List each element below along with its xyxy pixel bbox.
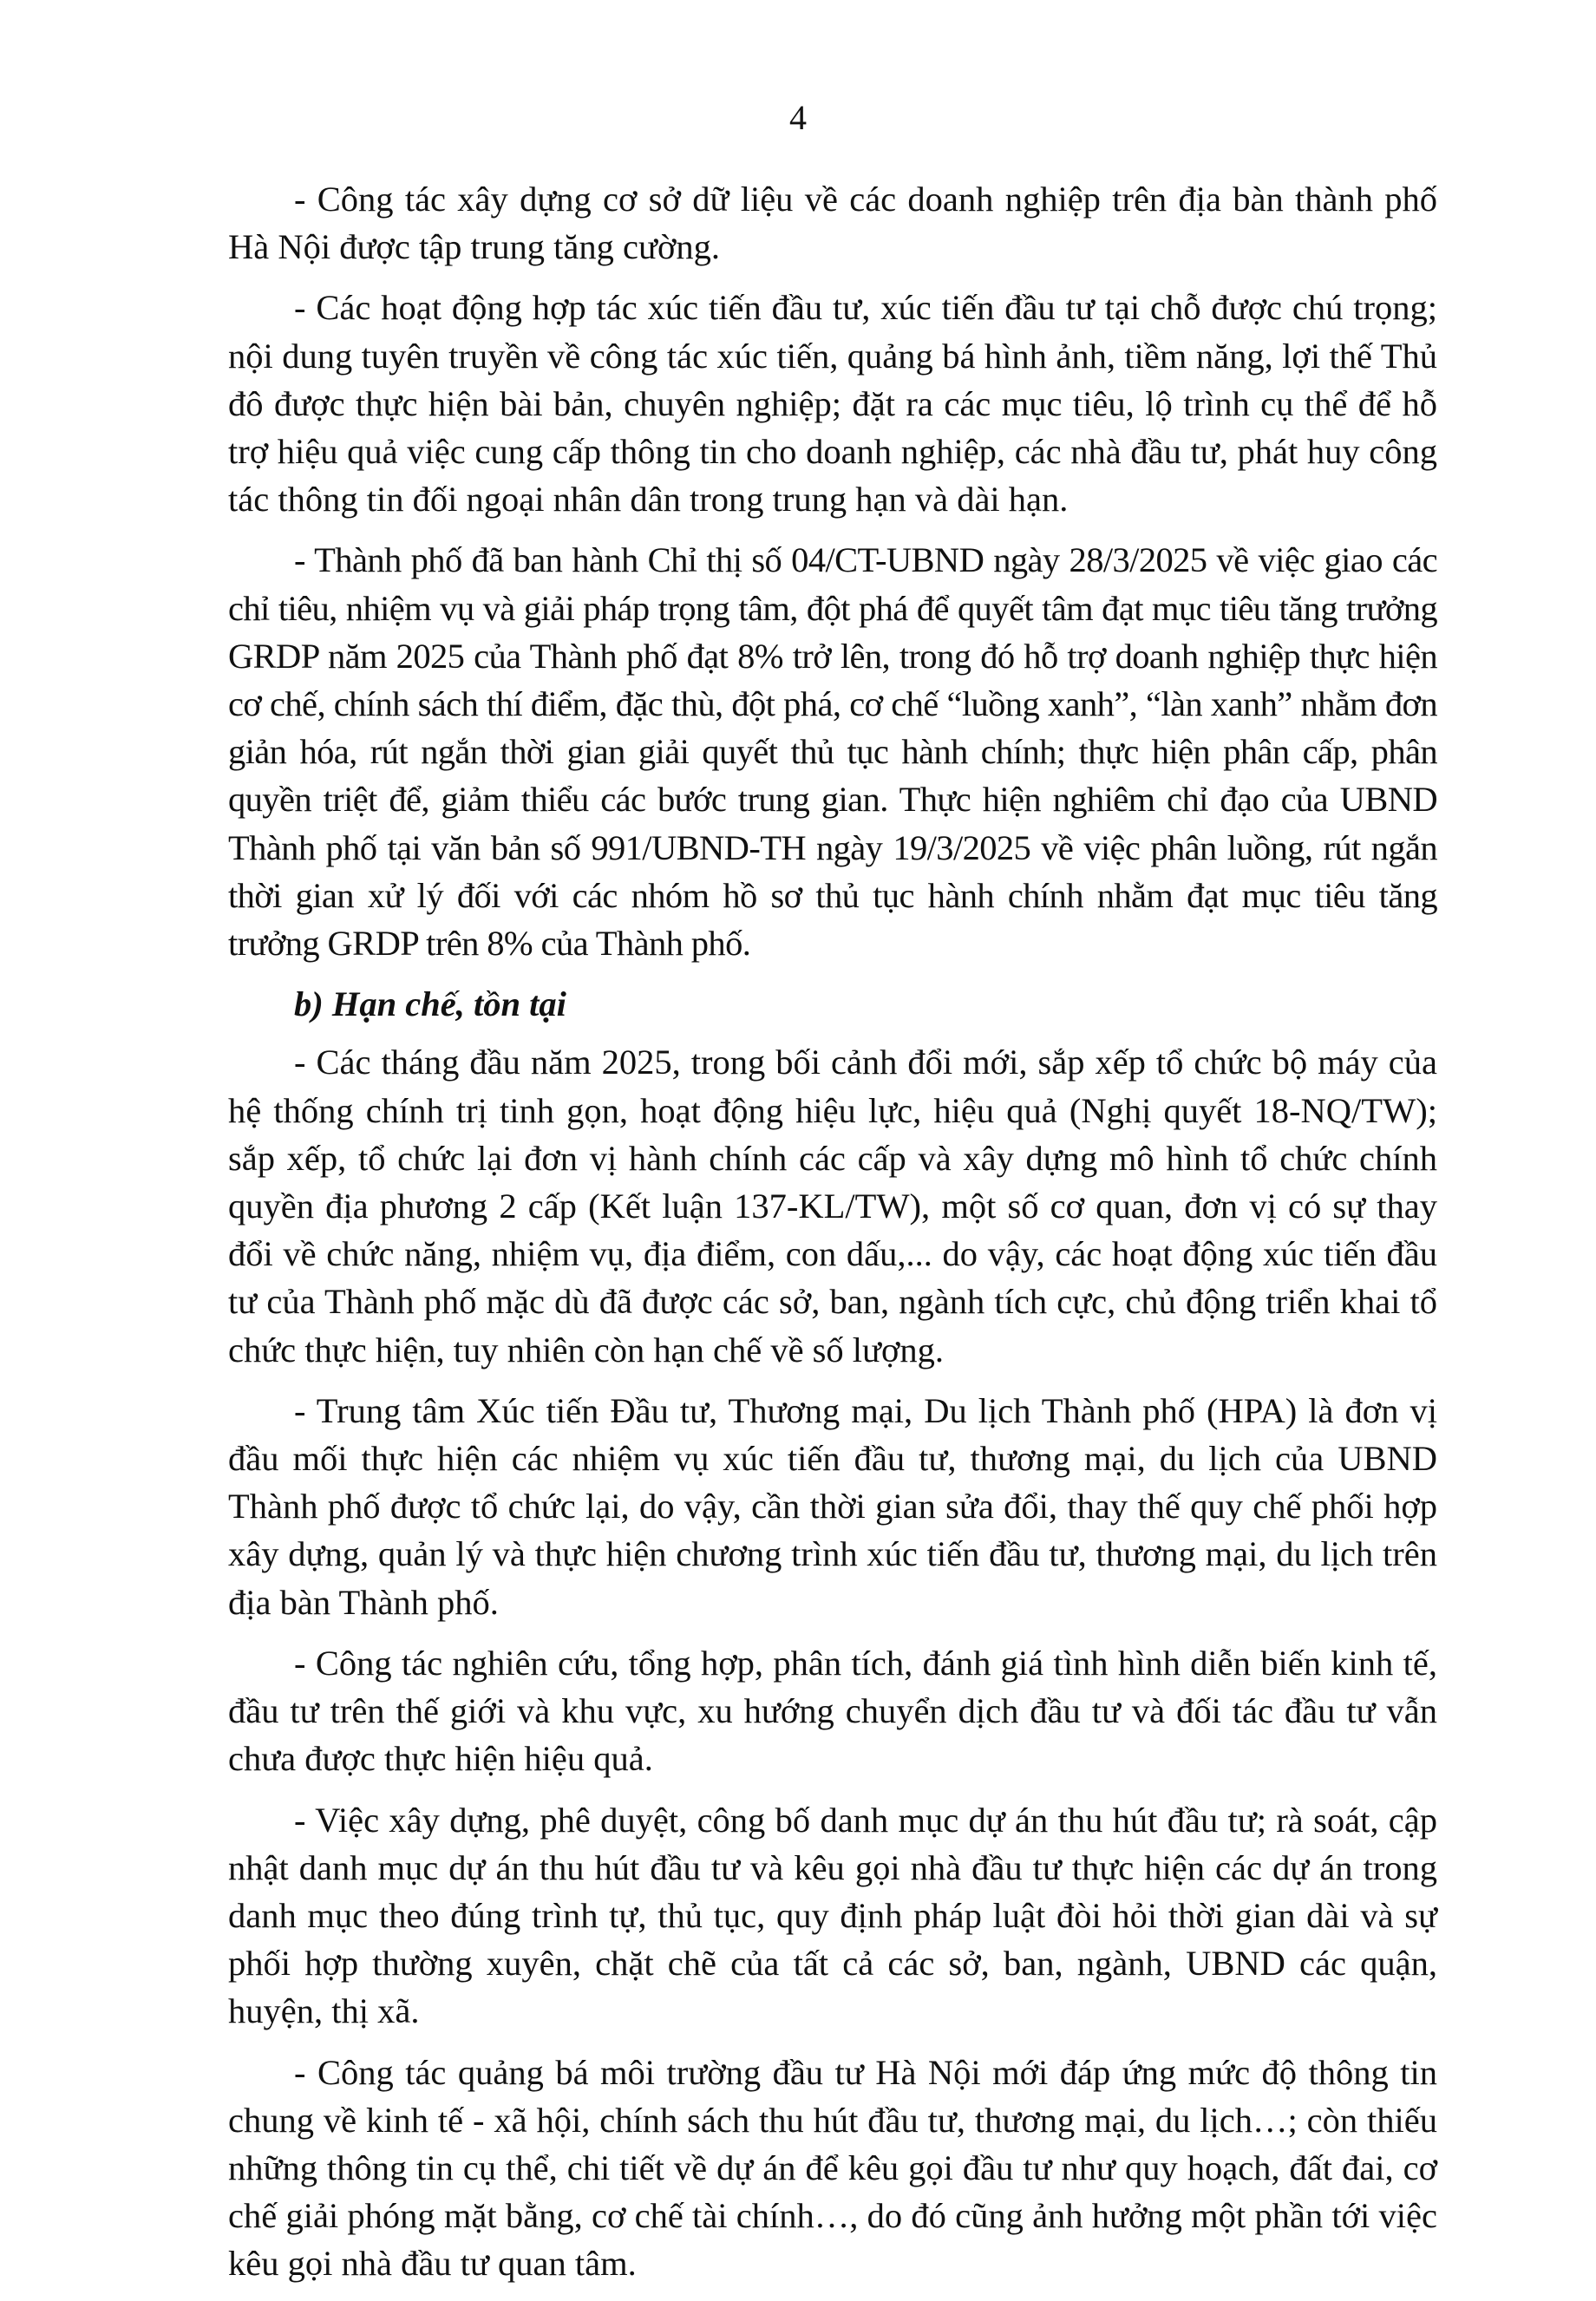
document-body [228,175,1437,2301]
paragraph-investment-promotion: - Các hoạt động hợp tác xúc tiến đầu tư, xúc tiến đầu tư tại chỗ được chú trọng; nội dung tuyên truyền về công tác xúc tiến, quảng bá hình ảnh, tiềm năng, lợi thế Thủ đô được thực hiện bài bản, chuyên nghiệp; đặt ra các mục tiêu, lộ trình cụ thể để hỗ trợ hiệu quả việc cung cấp thông tin cho doanh nghiệp, các nhà đầu tư, phát huy công tác thông tin đối ngoại nhân dân trong trung hạn và dài hạn. [228,288,1437,520]
paragraph-limitation-research: - Công tác nghiên cứu, tổng hợp, phân tích, đánh giá tình hình diễn biến kinh tế, đầu tư trên thế giới và khu vực, xu hướng chuyển dịch đầu tư và đối tác đầu tư vẫn chưa được thực hiện hiệu quả. [228,1643,1437,1779]
page-number: 4 [789,98,807,137]
paragraph-limitation-hpa: - Trung tâm Xúc tiến Đầu tư, Thương mại, Du lịch Thành phố (HPA) là đơn vị đầu mối thực hiện các nhiệm vụ xúc tiến đầu tư, thương mại, du lịch của UBND Thành phố được tổ chức lại, do vậy, cần thời gian sửa đổi, thay thế quy chế phối hợp xây dựng, quản lý và thực hiện chương trình xúc tiến đầu tư, thương mại, du lịch trên địa bàn Thành phố. [228,1390,1437,1622]
paragraph-limitation-promotion: - Công tác quảng bá môi trường đầu tư Hà Nội mới đáp ứng mức độ thông tin chung về kinh tế - xã hội, chính sách thu hút đầu tư, thương mại, du lịch…; còn thiếu những thông tin cụ thể, chi tiết về dự án để kêu gọi đầu tư như quy hoạch, đất đai, cơ chế giải phóng mặt bằng, cơ chế tài chính…, do đó cũng ảnh hưởng một phần tới việc kêu gọi nhà đầu tư quan tâm. [228,2052,1437,2284]
section-heading: b) Hạn chế, tồn tại [294,984,566,1024]
paragraph-database: - Công tác xây dựng cơ sở dữ liệu về các doanh nghiệp trên địa bàn thành phố Hà Nội được tập trung tăng cường. [228,180,1437,267]
paragraph-limitation-project-list: - Việc xây dựng, phê duyệt, công bố danh mục dự án thu hút đầu tư; rà soát, cập nhật danh mục dự án thu hút đầu tư và kêu gọi nhà đầu tư thực hiện các dự án trong danh mục theo đúng trình tự, thủ tục, quy định pháp luật đòi hỏi thời gian dài và sự phối hợp thường xuyên, chặt chẽ của tất cả các sở, ban, ngành, UBND các quận, huyện, thị xã. [228,1800,1437,2031]
paragraph-limitation-restructure: - Các tháng đầu năm 2025, trong bối cảnh đổi mới, sắp xếp tổ chức bộ máy của hệ thống chính trị tinh gọn, hoạt động hiệu lực, hiệu quả (Nghị quyết 18-NQ/TW); sắp xếp, tổ chức lại đơn vị hành chính các cấp và xây dựng mô hình tổ chức chính quyền địa phương 2 cấp (Kết luận 137-KL/TW), một số cơ quan, đơn vị có sự thay đổi về chức năng, nhiệm vụ, địa điểm, con dấu,... do vậy, các hoạt động xúc tiến đầu tư của Thành phố mặc dù đã được các sở, ban, ngành tích cực, chủ động triển khai tổ chức thực hiện, tuy nhiên còn hạn chế về số lượng. [228,1043,1437,1369]
paragraph-directive: - Thành phố đã ban hành Chỉ thị số 04/CT-UBND ngày 28/3/2025 về việc giao các chỉ tiêu, nhiệm vụ và giải pháp trọng tâm, đột phá để quyết tâm đạt mục tiêu tăng trưởng GRDP năm 2025 của Thành phố đạt 8% trở lên, trong đó hỗ trợ doanh nghiệp thực hiện cơ chế, chính sách thí điểm, đặc thù, đột phá, cơ chế “luồng xanh”, “làn xanh” nhằm đơn giản hóa, rút ngắn thời gian giải quyết thủ tục hành chính; thực hiện phân cấp, phân quyền triệt để, giảm thiểu các bước trung gian. Thực hiện nghiêm chỉ đạo của UBND Thành phố tại văn bản số 991/UBND-TH ngày 19/3/2025 về việc phân luồng, rút ngắn thời gian xử lý đối với các nhóm hồ sơ thủ tục hành chính nhằm đạt mục tiêu tăng trưởng GRDP trên 8% của Thành phố. [228,540,1437,964]
